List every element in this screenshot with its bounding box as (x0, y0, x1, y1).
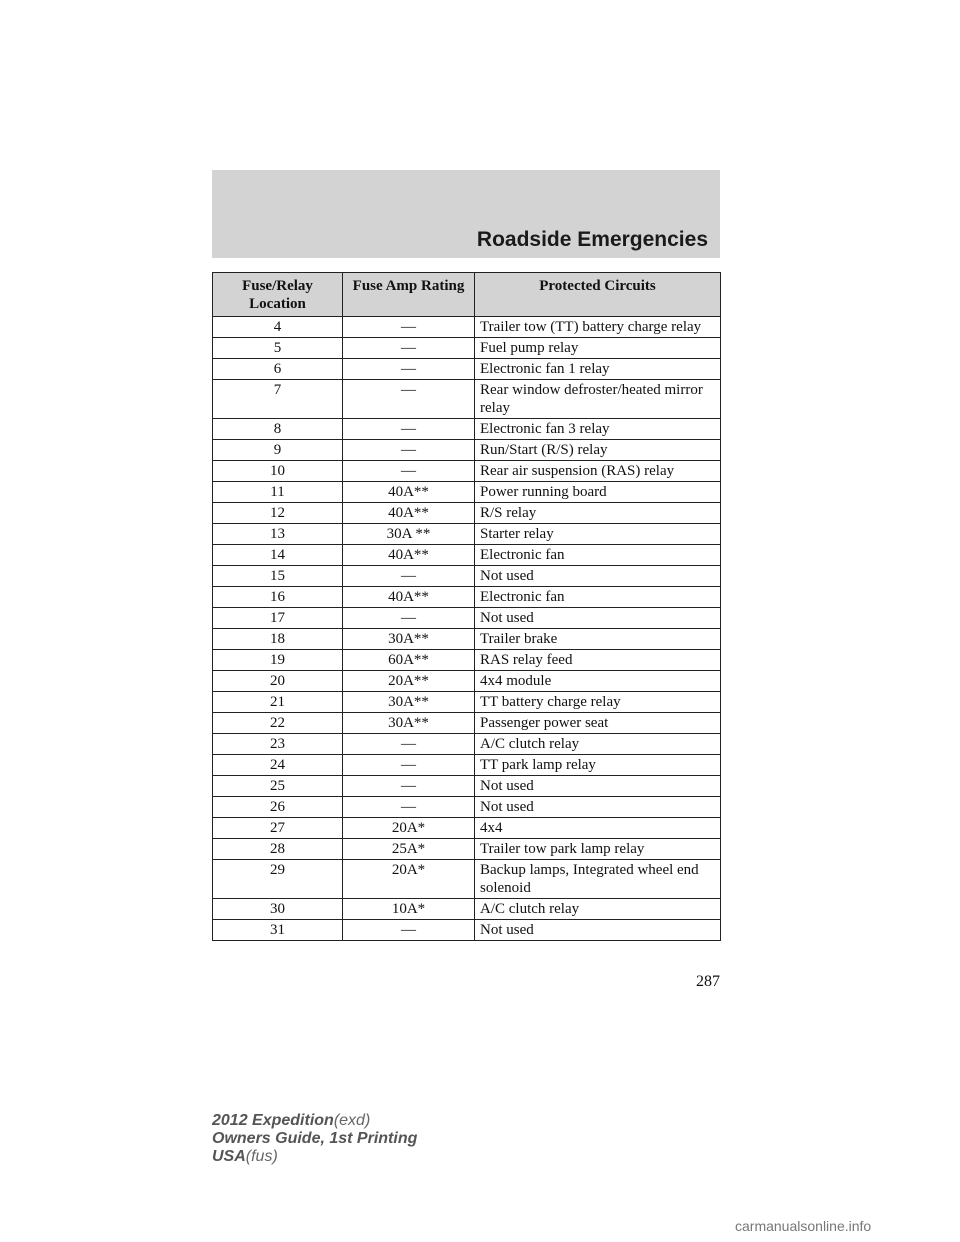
table-row (213, 338, 721, 359)
protected-circuit-cell: Trailer tow park lamp relay (475, 839, 721, 860)
fuse-rating-cell: — (343, 338, 475, 359)
table-row (213, 860, 721, 899)
fuse-location-cell: 15 (213, 566, 343, 587)
table-row (213, 608, 721, 629)
fuse-location-cell: 24 (213, 755, 343, 776)
table-row (213, 440, 721, 461)
section-header-band (212, 170, 720, 258)
protected-circuit-cell: A/C clutch relay (475, 734, 721, 755)
table-row (213, 920, 721, 941)
fuse-rating-cell: 40A** (343, 545, 475, 566)
section-title: Roadside Emergencies (476, 228, 708, 251)
fuse-rating-cell: 25A* (343, 839, 475, 860)
fuse-rating-cell: 30A** (343, 629, 475, 650)
fuse-location-cell: 20 (213, 671, 343, 692)
fuse-location-cell: 26 (213, 797, 343, 818)
table-row (213, 587, 721, 608)
protected-circuit-cell: Trailer brake (475, 629, 721, 650)
table-row (213, 692, 721, 713)
fuse-rating-cell: — (343, 734, 475, 755)
fuse-rating-cell: — (343, 566, 475, 587)
table-row (213, 380, 721, 419)
fuse-location-cell: 25 (213, 776, 343, 797)
table-row (213, 566, 721, 587)
fuse-location-cell: 18 (213, 629, 343, 650)
fuse-location-cell: 21 (213, 692, 343, 713)
fuse-rating-cell: 10A* (343, 899, 475, 920)
protected-circuit-cell: Starter relay (475, 524, 721, 545)
fuse-location-cell: 17 (213, 608, 343, 629)
protected-circuit-cell: Fuel pump relay (475, 338, 721, 359)
protected-circuit-cell: Run/Start (R/S) relay (475, 440, 721, 461)
fuse-rating-cell: 40A** (343, 587, 475, 608)
fuse-rating-cell: 20A* (343, 818, 475, 839)
protected-circuit-cell: Not used (475, 608, 721, 629)
fuse-location-cell: 27 (213, 818, 343, 839)
table-row (213, 482, 721, 503)
fuse-location-cell: 5 (213, 338, 343, 359)
fuse-rating-cell: 30A** (343, 692, 475, 713)
fuse-location-cell: 16 (213, 587, 343, 608)
table-row (213, 650, 721, 671)
protected-circuit-cell: 4x4 module (475, 671, 721, 692)
table-row (213, 671, 721, 692)
fuse-location-cell: 10 (213, 461, 343, 482)
protected-circuit-cell: Electronic fan 1 relay (475, 359, 721, 380)
fuse-rating-cell: 60A** (343, 650, 475, 671)
table-row (213, 629, 721, 650)
footer-line-1: 2012 Expedition(exd) (212, 1112, 371, 1129)
fuse-location-cell: 23 (213, 734, 343, 755)
fuse-rating-cell: — (343, 380, 475, 419)
fuse-rating-cell: — (343, 755, 475, 776)
print-footer (212, 1112, 417, 1166)
protected-circuit-cell: Not used (475, 797, 721, 818)
protected-circuit-cell: Rear air suspension (RAS) relay (475, 461, 721, 482)
table-row (213, 419, 721, 440)
fuse-location-cell: 31 (213, 920, 343, 941)
column-header-rating: Fuse Amp Rating (343, 273, 475, 317)
protected-circuit-cell: TT park lamp relay (475, 755, 721, 776)
protected-circuit-cell: 4x4 (475, 818, 721, 839)
table-row (213, 524, 721, 545)
table-row (213, 755, 721, 776)
fuse-location-cell: 8 (213, 419, 343, 440)
protected-circuit-cell: Not used (475, 566, 721, 587)
table-row (213, 359, 721, 380)
protected-circuit-cell: Electronic fan 3 relay (475, 419, 721, 440)
footer-line-3: USA(fus) (212, 1148, 278, 1165)
protected-circuit-cell: TT battery charge relay (475, 692, 721, 713)
fuse-rating-cell: 30A ** (343, 524, 475, 545)
table-row (213, 503, 721, 524)
table-row (213, 545, 721, 566)
protected-circuit-cell: Backup lamps, Integrated wheel end solenoid (475, 860, 721, 899)
protected-circuit-cell: RAS relay feed (475, 650, 721, 671)
fuse-rating-cell: 40A** (343, 503, 475, 524)
protected-circuit-cell: Power running board (475, 482, 721, 503)
protected-circuit-cell: R/S relay (475, 503, 721, 524)
fuse-location-cell: 9 (213, 440, 343, 461)
table-row (213, 713, 721, 734)
fuse-rating-cell: — (343, 776, 475, 797)
table-row (213, 776, 721, 797)
protected-circuit-cell: Electronic fan (475, 545, 721, 566)
fuse-location-cell: 12 (213, 503, 343, 524)
fuse-rating-cell: — (343, 461, 475, 482)
fuse-rating-cell: 30A** (343, 713, 475, 734)
fuse-location-cell: 29 (213, 860, 343, 899)
fuse-rating-cell: 20A** (343, 671, 475, 692)
table-row (213, 899, 721, 920)
fuse-location-cell: 14 (213, 545, 343, 566)
table-row (213, 317, 721, 338)
table-header-row (213, 273, 721, 317)
fuse-location-cell: 6 (213, 359, 343, 380)
table-row (213, 734, 721, 755)
protected-circuit-cell: Not used (475, 920, 721, 941)
watermark: carmanualsonline.info (735, 1218, 872, 1234)
fuse-location-cell: 4 (213, 317, 343, 338)
fuse-rating-cell: — (343, 359, 475, 380)
fuse-table (212, 272, 721, 941)
footer-line-2: Owners Guide, 1st Printing (212, 1130, 418, 1147)
fuse-rating-cell: — (343, 440, 475, 461)
fuse-location-cell: 30 (213, 899, 343, 920)
table-row (213, 797, 721, 818)
table-row (213, 461, 721, 482)
fuse-rating-cell: 20A* (343, 860, 475, 899)
protected-circuit-cell: A/C clutch relay (475, 899, 721, 920)
table-body (213, 317, 721, 941)
fuse-rating-cell: — (343, 797, 475, 818)
column-header-location: Fuse/Relay Location (213, 273, 343, 317)
protected-circuit-cell: Rear window defroster/heated mirror relay (475, 380, 721, 419)
fuse-location-cell: 19 (213, 650, 343, 671)
protected-circuit-cell: Electronic fan (475, 587, 721, 608)
table-row (213, 818, 721, 839)
fuse-rating-cell: — (343, 317, 475, 338)
fuse-rating-cell: — (343, 608, 475, 629)
fuse-location-cell: 13 (213, 524, 343, 545)
page-number: 287 (696, 973, 720, 990)
fuse-location-cell: 11 (213, 482, 343, 503)
fuse-rating-cell: — (343, 419, 475, 440)
fuse-location-cell: 22 (213, 713, 343, 734)
fuse-rating-cell: 40A** (343, 482, 475, 503)
column-header-circuits: Protected Circuits (475, 273, 721, 317)
protected-circuit-cell: Trailer tow (TT) battery charge relay (475, 317, 721, 338)
protected-circuit-cell: Passenger power seat (475, 713, 721, 734)
fuse-location-cell: 28 (213, 839, 343, 860)
fuse-rating-cell: — (343, 920, 475, 941)
fuse-location-cell: 7 (213, 380, 343, 419)
table-row (213, 839, 721, 860)
protected-circuit-cell: Not used (475, 776, 721, 797)
